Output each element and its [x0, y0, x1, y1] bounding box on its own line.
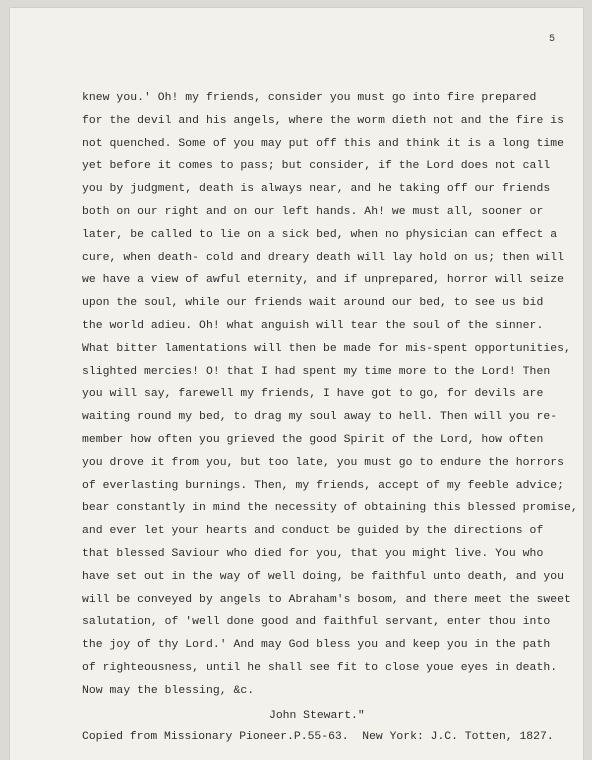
text-line: later, be called to lie on a sick bed, when no physician can effect a: [82, 228, 558, 241]
source-citation: Copied from Missionary Pioneer.P.55-63. New York: J.C. Totten, 1827.: [82, 731, 554, 743]
text-line: What bitter lamentations will then be made for mis-spent opportunities,: [82, 342, 571, 355]
text-line: the joy of thy Lord.' And may God bless you and keep you in the path: [82, 639, 551, 652]
text-line: you will say, farewell my friends, I have got to go, for devils are: [82, 388, 544, 401]
text-line: waiting round my bed, to drag my soul away to hell. Then will you re-: [82, 411, 558, 424]
text-line: upon the soul, while our friends wait around our bed, to see us bid: [82, 297, 544, 310]
text-line: you drove it from you, but too late, you must go to endure the horrors: [82, 456, 564, 469]
text-line: and ever let your hearts and conduct be guided by the directions of: [82, 525, 544, 538]
text-line: of righteousness, until he shall see fit to close youe eyes in death.: [82, 661, 558, 674]
text-line: both on our right and on our left hands. Ah! we must all, sooner or: [82, 205, 544, 218]
text-line: will be conveyed by angels to Abraham's bosom, and there meet the sweet: [82, 593, 571, 606]
text-line: yet before it comes to pass; but consider, if the Lord does not call: [82, 160, 551, 173]
text-line: bear constantly in mind the necessity of obtaining this blessed promise,: [82, 502, 578, 515]
text-line: salutation, of 'well done good and faithful servant, enter thou into: [82, 616, 551, 629]
text-line: knew you.' Oh! my friends, consider you must go into fire prepared: [82, 92, 537, 104]
text-line: of everlasting burnings. Then, my friends, accept of my feeble advice;: [82, 479, 564, 492]
text-line: cure, when death- cold and dreary death will lay hold on us; then will: [82, 251, 564, 264]
text-line: for the devil and his angels, where the worm dieth not and the fire is: [82, 114, 564, 127]
page-number: 5: [548, 34, 555, 45]
text-line: member how often you grieved the good Spirit of the Lord, how often: [82, 433, 544, 446]
text-line: not quenched. Some of you may put off this and think it is a long time: [82, 137, 564, 150]
signature-line: John Stewart.": [269, 710, 365, 722]
text-line: that blessed Saviour who died for you, that you might live. You who: [82, 547, 544, 560]
letter-body: [82, 87, 582, 703]
text-line: you by judgment, death is always near, and he taking off our friends: [82, 183, 551, 196]
text-line: the world adieu. Oh! what anguish will tear the soul of the sinner.: [82, 319, 544, 332]
text-line: have set out in the way of well doing, be faithful unto death, and you: [82, 570, 564, 583]
text-line: Now may the blessing, &c.: [82, 684, 255, 697]
text-line: slighted mercies! O! that I had spent my time more to the Lord! Then: [82, 365, 551, 378]
typed-page: [10, 8, 583, 760]
text-line: we have a view of awful eternity, and if unprepared, horror will seize: [82, 274, 564, 287]
